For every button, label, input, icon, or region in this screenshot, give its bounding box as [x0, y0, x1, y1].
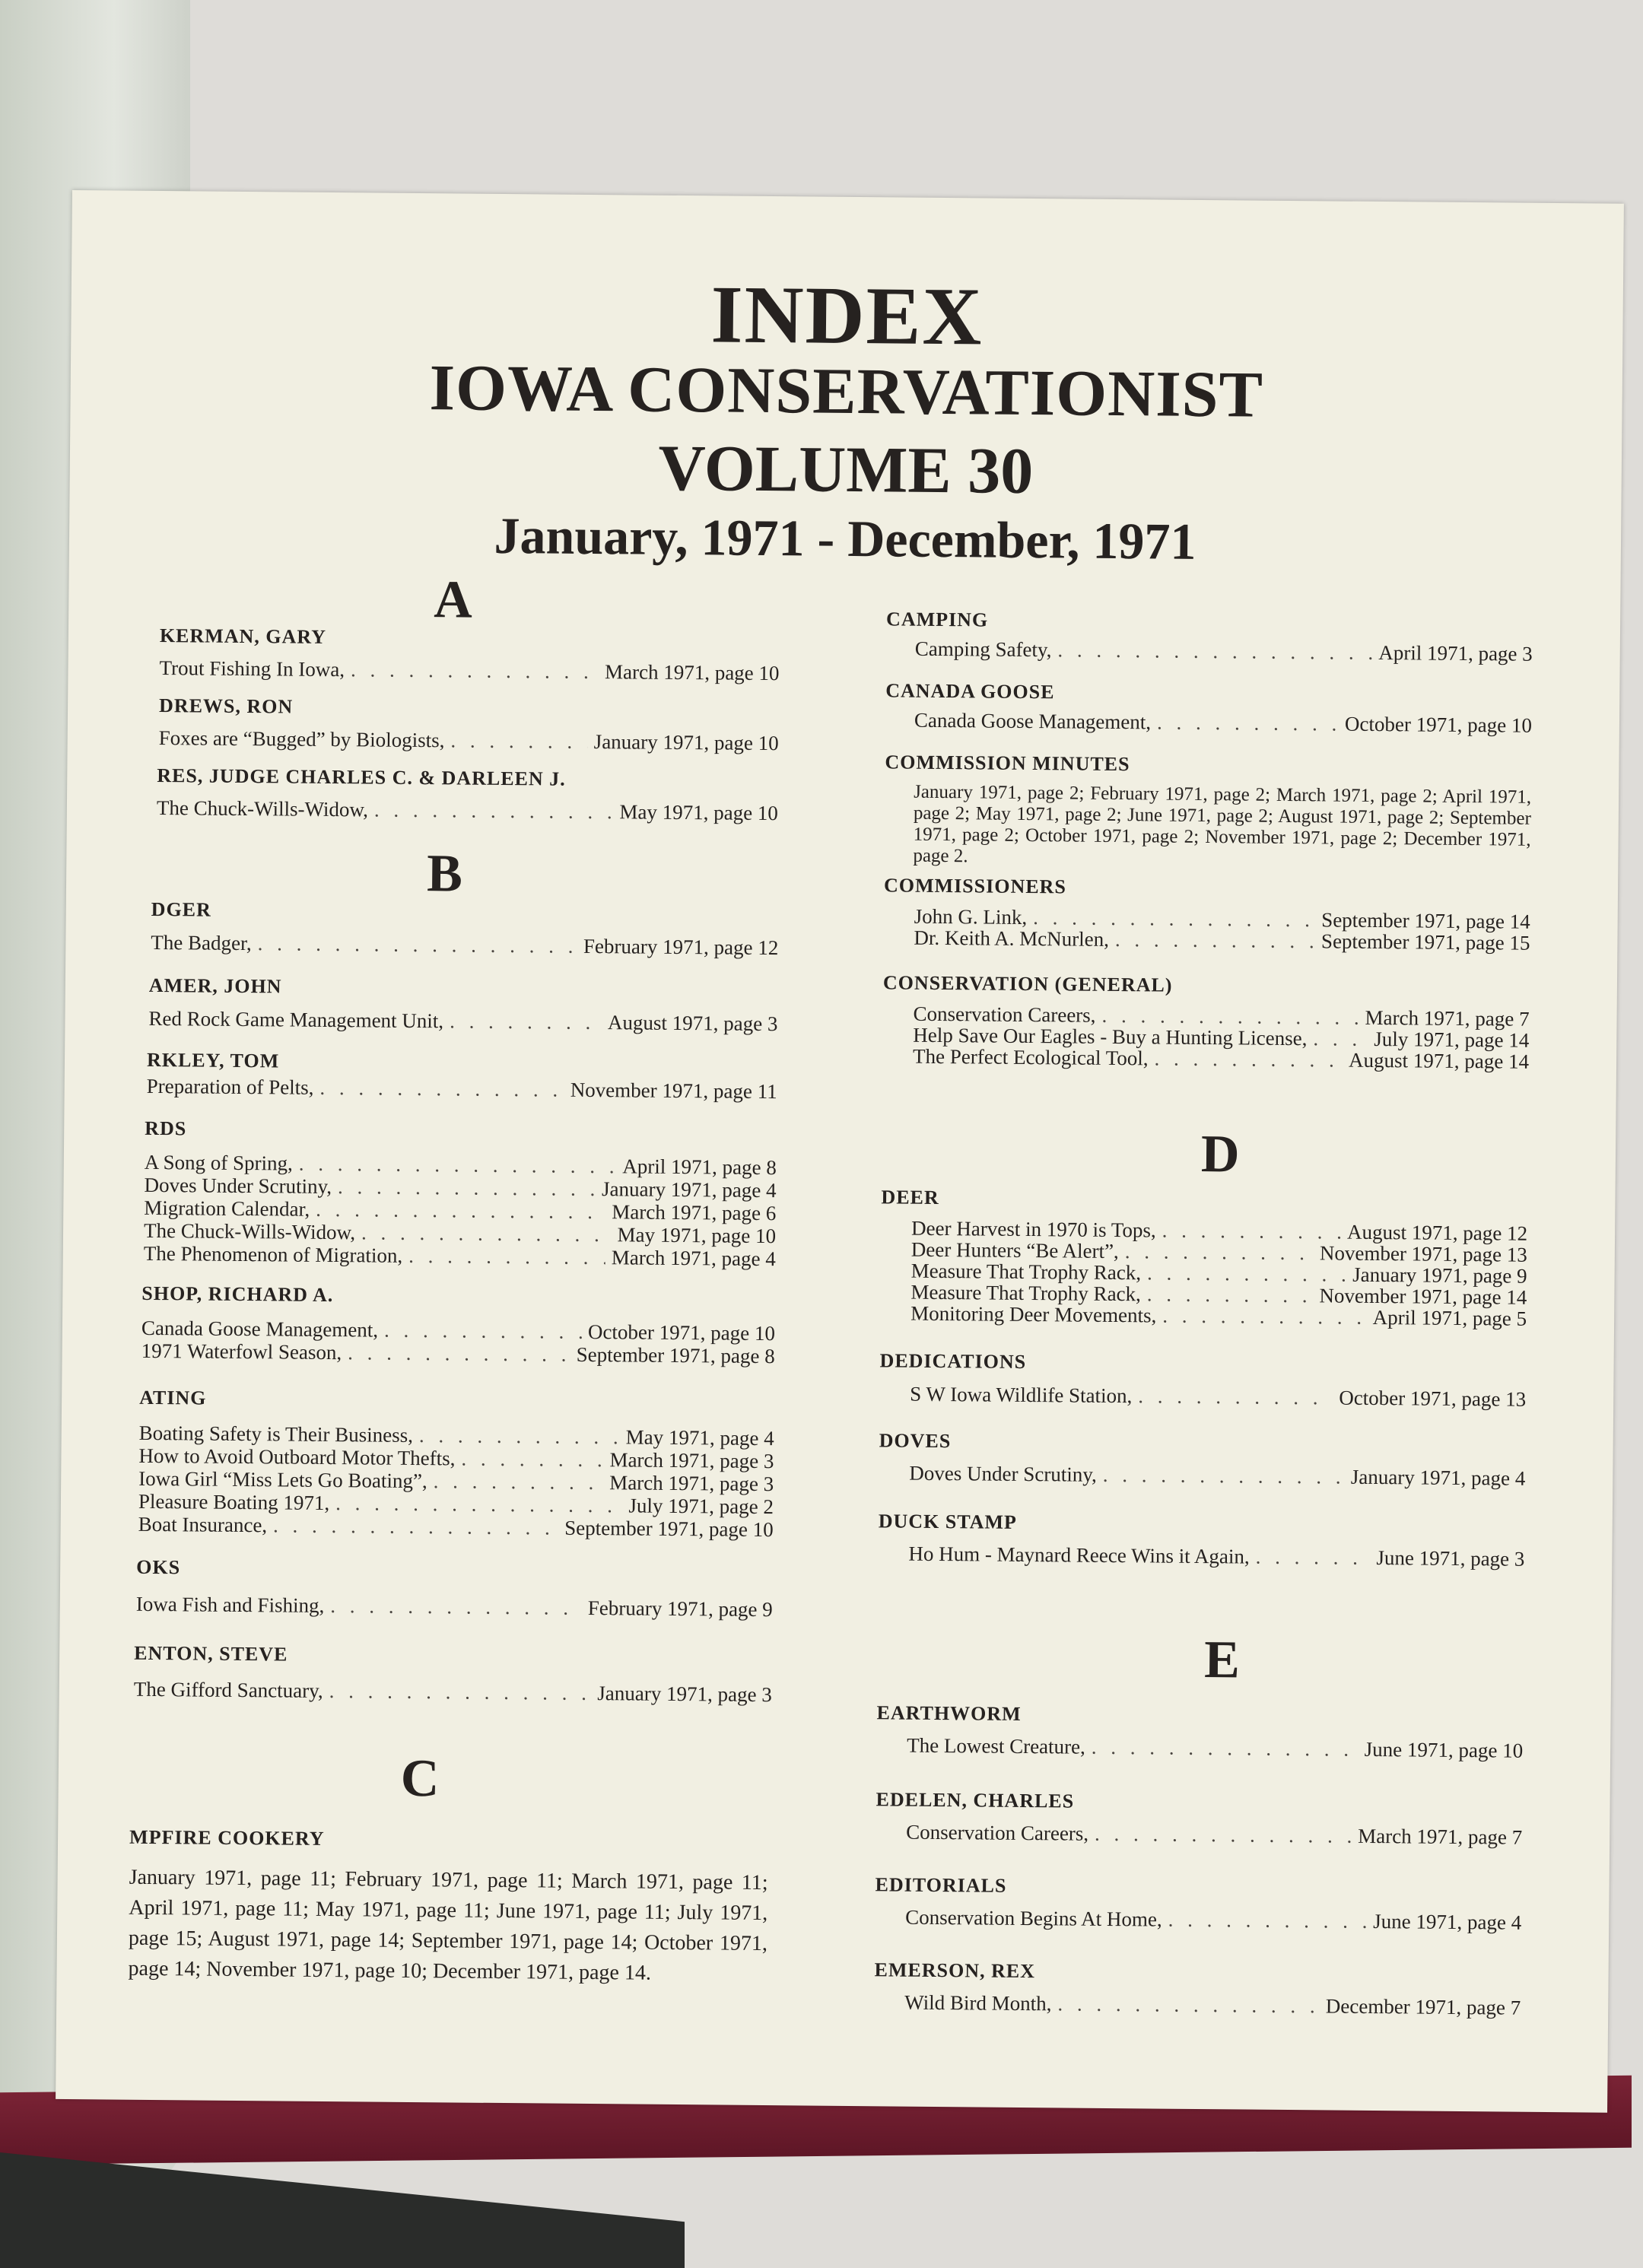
- index-title: INDEX: [710, 269, 984, 363]
- index-entry: Conservation Begins At Home, . . . June 1971, page 4: [905, 1906, 1521, 1935]
- index-entry: Canada Goose Management, . . . October 1971, page 10: [914, 709, 1532, 738]
- category-heading: MPFIRE COOKERY: [129, 1825, 325, 1850]
- category-heading: SHOP, RICHARD A.: [141, 1282, 334, 1307]
- index-entry: The Chuck-Wills-Widow, . . . May 1971, page 10: [144, 1219, 776, 1248]
- section-letter-c: C: [400, 1749, 440, 1809]
- index-entry: Monitoring Deer Movements, . . . April 1971, page 5: [910, 1302, 1527, 1331]
- category-heading: COMMISSION MINUTES: [885, 751, 1130, 776]
- category-heading: DGER: [151, 897, 212, 921]
- index-entry: Boating Safety is Their Business, . . . May 1971, page 4: [139, 1421, 774, 1450]
- index-entry: Ho Hum - Maynard Reece Wins it Again, . . . June 1971, page 3: [908, 1542, 1524, 1571]
- category-heading: EARTHWORM: [876, 1701, 1022, 1725]
- index-entry: The Badger, . . . February 1971, page 12: [151, 931, 778, 960]
- index-entry: Deer Harvest in 1970 is Tops, . . . August 1971, page 12: [911, 1217, 1527, 1246]
- index-entry: Conservation Careers, . . . March 1971, page 7: [906, 1821, 1522, 1850]
- index-paragraph: January 1971, page 2; February 1971, page 2; March 1971, page 2; April 1971, page 2; May 1971, page 2; June 1971, page 2; August 1971, page 2; September 1971, page 2; October 1971, page 2; November 1971, page 2; December 1971, page 2.: [913, 781, 1532, 867]
- section-letter-b: B: [426, 844, 463, 904]
- index-entry: 1971 Waterfowl Season, . . . September 1971, page 8: [141, 1339, 775, 1368]
- category-heading: ENTON, STEVE: [134, 1641, 288, 1666]
- index-entry: Red Rock Game Management Unit, . . . August 1971, page 3: [148, 1007, 777, 1036]
- category-heading: RES, JUDGE CHARLES C. & DARLEEN J.: [157, 764, 566, 790]
- category-heading: DUCK STAMP: [878, 1510, 1018, 1533]
- index-entry: Iowa Fish and Fishing, . . . February 1971, page 9: [136, 1593, 773, 1622]
- category-heading: KERMAN, GARY: [159, 624, 327, 648]
- index-entry: Camping Safety, . . . April 1971, page 3: [915, 637, 1533, 666]
- volume-title: VOLUME 30: [658, 430, 1034, 508]
- index-entry: Deer Hunters “Be Alert”, . . . November 1971, page 13: [911, 1238, 1527, 1267]
- category-heading: DOVES: [879, 1429, 952, 1453]
- index-entry: Pleasure Boating 1971, . . . July 1971, page 2: [138, 1490, 774, 1519]
- category-heading: AMER, JOHN: [148, 974, 282, 998]
- category-heading: EDELEN, CHARLES: [876, 1788, 1075, 1812]
- index-entry: John G. Link, . . . September 1971, page 14: [914, 905, 1530, 934]
- category-heading: CONSERVATION (GENERAL): [882, 971, 1173, 996]
- magazine-title: IOWA CONSERVATIONIST: [429, 351, 1264, 431]
- index-entry: The Lowest Creature, . . . June 1971, page 10: [907, 1734, 1523, 1763]
- index-entry: Trout Fishing In Iowa, . . . March 1971, page 10: [159, 656, 779, 685]
- index-entry: The Chuck-Wills-Widow, . . . May 1971, page 10: [157, 796, 778, 825]
- index-entry: Preparation of Pelts, . . . November 1971, page 11: [147, 1075, 777, 1104]
- category-heading: RKLEY, TOM: [146, 1048, 280, 1072]
- index-entry: How to Avoid Outboard Motor Thefts, . . . March 1971, page 3: [138, 1444, 774, 1473]
- index-entry: S W Iowa Wildlife Station, . . . October 1971, page 13: [910, 1383, 1526, 1412]
- date-range: January, 1971 - December, 1971: [494, 506, 1196, 570]
- index-entry: Help Save Our Eagles - Buy a Hunting License, . . . July 1971, page 14: [913, 1024, 1529, 1053]
- category-heading: CAMPING: [885, 608, 989, 631]
- index-entry: The Perfect Ecological Tool, . . . August 1971, page 14: [913, 1045, 1529, 1074]
- background-shadow: [0, 2152, 685, 2268]
- index-entry: Dr. Keith A. McNurlen, . . . September 1971, page 15: [914, 926, 1530, 955]
- index-entry: Foxes are “Bugged” by Biologists, . . . January 1971, page 10: [159, 726, 779, 755]
- index-entry: Canada Goose Management, . . . October 1971, page 10: [141, 1317, 775, 1345]
- index-entry: Doves Under Scrutiny, . . . January 1971, page 4: [909, 1462, 1525, 1491]
- index-entry: Measure That Trophy Rack, . . . November 1971, page 14: [910, 1281, 1527, 1310]
- left-column-clip: [56, 190, 863, 2106]
- index-entry: The Phenomenon of Migration, . . . March 1971, page 4: [144, 1242, 776, 1271]
- category-heading: RDS: [145, 1117, 187, 1140]
- index-entry: Iowa Girl “Miss Lets Go Boating”, . . . March 1971, page 3: [138, 1467, 774, 1496]
- index-entry: Migration Calendar, . . . March 1971, page 6: [144, 1196, 776, 1225]
- category-heading: DEDICATIONS: [879, 1349, 1027, 1374]
- index-entry: Doves Under Scrutiny, . . . January 1971, page 4: [144, 1174, 776, 1202]
- index-page: [56, 190, 1624, 2113]
- section-letter-e: E: [1203, 1631, 1241, 1690]
- category-heading: EDITORIALS: [875, 1873, 1007, 1897]
- index-paragraph: January 1971, page 11; February 1971, page 11; March 1971, page 11; April 1971, page 11; May 1971, page 11; June 1971, page 11; July 1971, page 15; August 1971, page 14; September 1971, page 14; October 1971, page 14; November 1971, page 10; December 1971, page 14.: [128, 1865, 768, 1985]
- index-entry: Conservation Careers, . . . March 1971, page 7: [913, 1002, 1529, 1031]
- index-entry: Measure That Trophy Rack, . . . January 1971, page 9: [911, 1259, 1527, 1288]
- left-column: [72, 190, 802, 1985]
- index-entry: A Song of Spring, . . . April 1971, page 8: [145, 1151, 777, 1180]
- right-column: [874, 197, 1590, 2019]
- category-heading: DEER: [881, 1186, 939, 1209]
- category-heading: ATING: [139, 1386, 207, 1409]
- index-entry: The Gifford Sanctuary, . . . January 1971, page 3: [134, 1678, 772, 1707]
- category-heading: DREWS, RON: [158, 694, 294, 718]
- category-heading: CANADA GOOSE: [885, 679, 1055, 704]
- section-letter-a: A: [433, 570, 473, 630]
- category-heading: EMERSON, REX: [874, 1958, 1036, 1983]
- index-entry: Wild Bird Month, . . . December 1971, page 7: [904, 1991, 1521, 2020]
- category-heading: OKS: [136, 1555, 181, 1579]
- category-heading: COMMISSIONERS: [883, 874, 1067, 898]
- index-entry: Boat Insurance, . . . September 1971, page 10: [138, 1513, 774, 1542]
- section-letter-d: D: [1200, 1124, 1240, 1184]
